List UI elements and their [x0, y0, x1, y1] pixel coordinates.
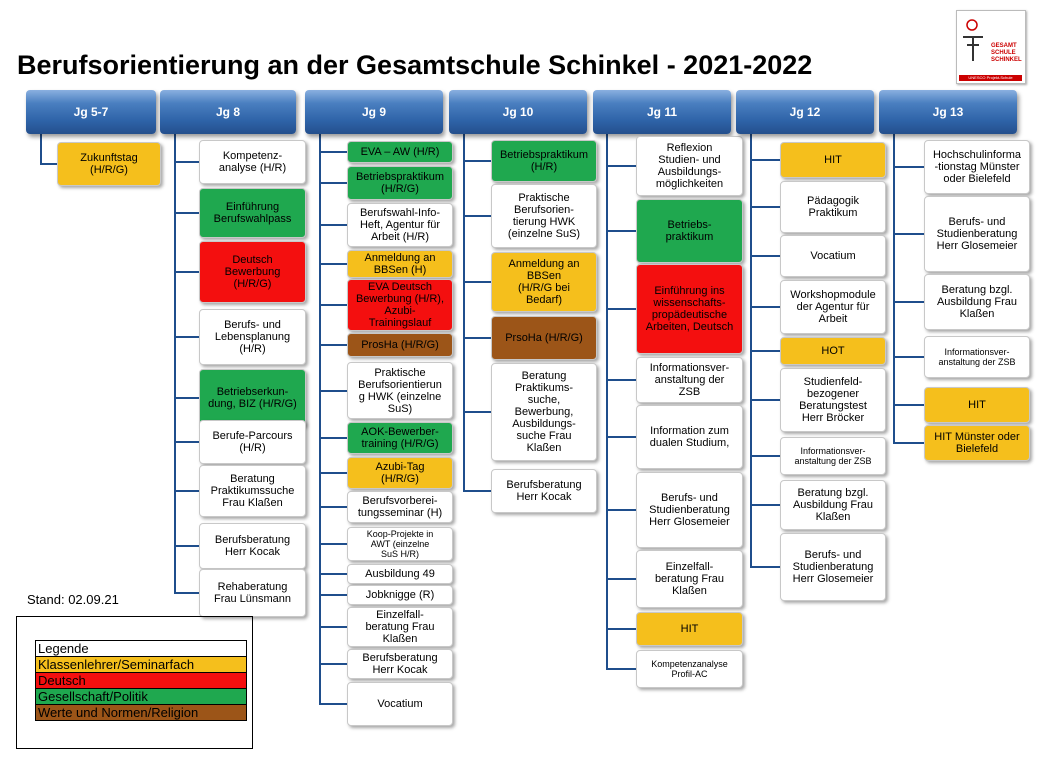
- logo-figure-icon: [959, 17, 993, 67]
- connector-branch: [174, 490, 199, 492]
- connector-branch: [606, 668, 636, 670]
- connector-branch: [319, 506, 347, 508]
- column-header-jg-8: Jg 8: [160, 90, 296, 134]
- activity-box: Pädagogik Praktikum: [780, 181, 886, 233]
- activity-box: AOK-Bewerber- training (H/R/G): [347, 422, 453, 454]
- activity-box: Beratung bzgl. Ausbildung Frau Klaßen: [924, 274, 1030, 330]
- column-header-jg-10: Jg 10: [449, 90, 587, 134]
- connector-stem: [174, 134, 176, 594]
- legend-title: Legende: [36, 641, 247, 657]
- activity-box: HIT: [636, 612, 743, 646]
- activity-box: Berufsvorberei- tungsseminar (H): [347, 491, 453, 523]
- legend-entry-werte: Werte und Normen/Religion: [36, 705, 247, 721]
- column-header-jg-12: Jg 12: [736, 90, 874, 134]
- activity-box: Beratung Praktikumssuche Frau Klaßen: [199, 465, 306, 517]
- connector-branch: [606, 578, 636, 580]
- activity-box: Beratung Praktikums- suche, Bewerbung, Ausbildungs- suche Frau Klaßen: [491, 363, 597, 461]
- connector-branch: [319, 543, 347, 545]
- connector-branch: [319, 151, 347, 153]
- connector-branch: [174, 592, 199, 594]
- activity-box: Anmeldung an BBSen (H): [347, 250, 453, 278]
- activity-box: HOT: [780, 337, 886, 365]
- school-logo: [956, 10, 1026, 84]
- connector-branch: [750, 350, 780, 352]
- connector-branch: [463, 411, 491, 413]
- connector-branch: [319, 182, 347, 184]
- activity-box: Vocatium: [780, 235, 886, 277]
- connector-branch: [319, 263, 347, 265]
- activity-box: Einführung Berufswahlpass: [199, 188, 306, 238]
- connector-branch: [463, 337, 491, 339]
- connector-branch: [606, 628, 636, 630]
- connector-branch: [319, 663, 347, 665]
- connector-branch: [750, 206, 780, 208]
- activity-box: ProsHa (H/R/G): [347, 333, 453, 357]
- activity-box: Deutsch Bewerbung (H/R/G): [199, 241, 306, 303]
- connector-stem: [463, 134, 465, 492]
- connector-branch: [750, 255, 780, 257]
- connector-branch: [606, 436, 636, 438]
- connector-branch: [750, 159, 780, 161]
- activity-box: Koop-Projekte in AWT (einzelne SuS H/R): [347, 527, 453, 561]
- connector-branch: [893, 233, 924, 235]
- legend-table: [35, 640, 247, 721]
- connector-branch: [319, 437, 347, 439]
- connector-stem: [606, 134, 608, 670]
- activity-box: Betriebspraktikum (H/R/G): [347, 166, 453, 200]
- activity-box: Berufsberatung Herr Kocak: [491, 469, 597, 513]
- connector-branch: [174, 271, 199, 273]
- activity-box: Hochschulinforma -tionstag Münster oder Bielefeld: [924, 140, 1030, 194]
- connector-branch: [174, 545, 199, 547]
- connector-branch: [319, 472, 347, 474]
- activity-box: Betriebs- praktikum: [636, 199, 743, 263]
- connector-stem: [893, 134, 895, 444]
- column-header-jg-11: Jg 11: [593, 90, 731, 134]
- connector-branch: [606, 509, 636, 511]
- activity-box: Berufsberatung Herr Kocak: [199, 523, 306, 569]
- column-header-jg-13: Jg 13: [879, 90, 1017, 134]
- connector-branch: [319, 703, 347, 705]
- activity-box: Berufswahl-Info- Heft, Agentur für Arbeit (H/R): [347, 203, 453, 247]
- activity-box: Kompetenz- analyse (H/R): [199, 140, 306, 184]
- legend-entry-deutsch: Deutsch: [36, 673, 247, 689]
- connector-branch: [463, 490, 491, 492]
- connector-branch: [893, 301, 924, 303]
- connector-branch: [606, 308, 636, 310]
- activity-box: Jobknigge (R): [347, 585, 453, 605]
- activity-box: Rehaberatung Frau Lünsmann: [199, 569, 306, 617]
- activity-box: Einführung ins wissenschafts- propädeutische Arbeiten, Deutsch: [636, 264, 743, 354]
- legend: [16, 616, 253, 749]
- connector-branch: [174, 212, 199, 214]
- connector-branch: [319, 594, 347, 596]
- activity-box: EVA Deutsch Bewerbung (H/R), Azubi- Trainingslauf: [347, 279, 453, 331]
- activity-box: Berufsberatung Herr Kocak: [347, 649, 453, 679]
- activity-box: Berufs- und Studienberatung Herr Glosemeier: [780, 533, 886, 601]
- activity-box: Berufs- und Studienberatung Herr Glosemeier: [924, 196, 1030, 272]
- activity-box: Anmeldung an BBSen (H/R/G bei Bedarf): [491, 252, 597, 312]
- connector-branch: [174, 397, 199, 399]
- logo-text: GESAMT SCHULE SCHINKEL: [991, 43, 1022, 63]
- connector-branch: [174, 441, 199, 443]
- activity-box: HIT: [780, 142, 886, 178]
- connector-branch: [319, 390, 347, 392]
- connector-branch: [463, 281, 491, 283]
- connector-stem: [40, 134, 42, 165]
- connector-branch: [319, 304, 347, 306]
- connector-branch: [893, 404, 924, 406]
- connector-branch: [40, 163, 57, 165]
- activity-box: EVA – AW (H/R): [347, 141, 453, 163]
- connector-branch: [893, 442, 924, 444]
- activity-box: PrsoHa (H/R/G): [491, 316, 597, 360]
- activity-box: Azubi-Tag (H/R/G): [347, 457, 453, 489]
- activity-box: Informationsver- anstaltung der ZSB: [924, 336, 1030, 378]
- connector-branch: [750, 566, 780, 568]
- activity-box: Ausbildung 49: [347, 564, 453, 584]
- activity-box: Informationsver- anstaltung der ZSB: [636, 357, 743, 403]
- connector-branch: [750, 399, 780, 401]
- column-header-jg-5-7: Jg 5-7: [26, 90, 156, 134]
- activity-box: Betriebserkun- dung, BIZ (H/R/G): [199, 369, 306, 427]
- activity-box: Einzelfall- beratung Frau Klaßen: [636, 550, 743, 608]
- stand-date: Stand: 02.09.21: [27, 592, 119, 607]
- logo-subtitle: UNESCO Projekt-Schule: [959, 75, 1022, 81]
- activity-box: Berufs- und Studienberatung Herr Glosemeier: [636, 472, 743, 548]
- activity-box: Beratung bzgl. Ausbildung Frau Klaßen: [780, 480, 886, 530]
- activity-box: Berufe-Parcours (H/R): [199, 420, 306, 464]
- activity-box: Informationsver- anstaltung der ZSB: [780, 437, 886, 475]
- connector-branch: [319, 344, 347, 346]
- activity-box: Praktische Berufsorien- tierung HWK (einzelne SuS): [491, 184, 597, 248]
- activity-box: Berufs- und Lebensplanung (H/R): [199, 309, 306, 365]
- column-header-jg-9: Jg 9: [305, 90, 443, 134]
- connector-branch: [463, 160, 491, 162]
- activity-box: Studienfeld- bezogener Beratungstest Herr Bröcker: [780, 368, 886, 432]
- connector-branch: [606, 379, 636, 381]
- activity-box: Reflexion Studien- und Ausbildungs- möglichkeiten: [636, 136, 743, 196]
- legend-entry-klassenlehrer: Klassenlehrer/Seminarfach: [36, 657, 247, 673]
- connector-branch: [319, 626, 347, 628]
- connector-stem: [319, 134, 321, 705]
- legend-entry-gesellschaft: Gesellschaft/Politik: [36, 689, 247, 705]
- page-title: Berufsorientierung an der Gesamtschule Schinkel - 2021-2022: [17, 50, 813, 80]
- activity-box: Information zum dualen Studium,: [636, 405, 743, 469]
- connector-branch: [463, 215, 491, 217]
- connector-branch: [750, 306, 780, 308]
- connector-branch: [174, 161, 199, 163]
- connector-branch: [750, 455, 780, 457]
- connector-branch: [893, 356, 924, 358]
- activity-box: Workshopmodule der Agentur für Arbeit: [780, 280, 886, 334]
- activity-box: Vocatium: [347, 682, 453, 726]
- connector-branch: [750, 504, 780, 506]
- connector-branch: [606, 165, 636, 167]
- activity-box: Zukunftstag (H/R/G): [57, 142, 161, 186]
- connector-branch: [174, 336, 199, 338]
- connector-branch: [893, 166, 924, 168]
- activity-box: Praktische Berufsorientierun g HWK (einzelne SuS): [347, 362, 453, 419]
- activity-box: Einzelfall- beratung Frau Klaßen: [347, 607, 453, 647]
- activity-box: Kompetenzanalyse Profil-AC: [636, 650, 743, 688]
- activity-box: HIT: [924, 387, 1030, 423]
- activity-box: Betriebspraktikum (H/R): [491, 140, 597, 182]
- connector-branch: [319, 224, 347, 226]
- connector-branch: [606, 230, 636, 232]
- connector-branch: [319, 573, 347, 575]
- activity-box: HIT Münster oder Bielefeld: [924, 425, 1030, 461]
